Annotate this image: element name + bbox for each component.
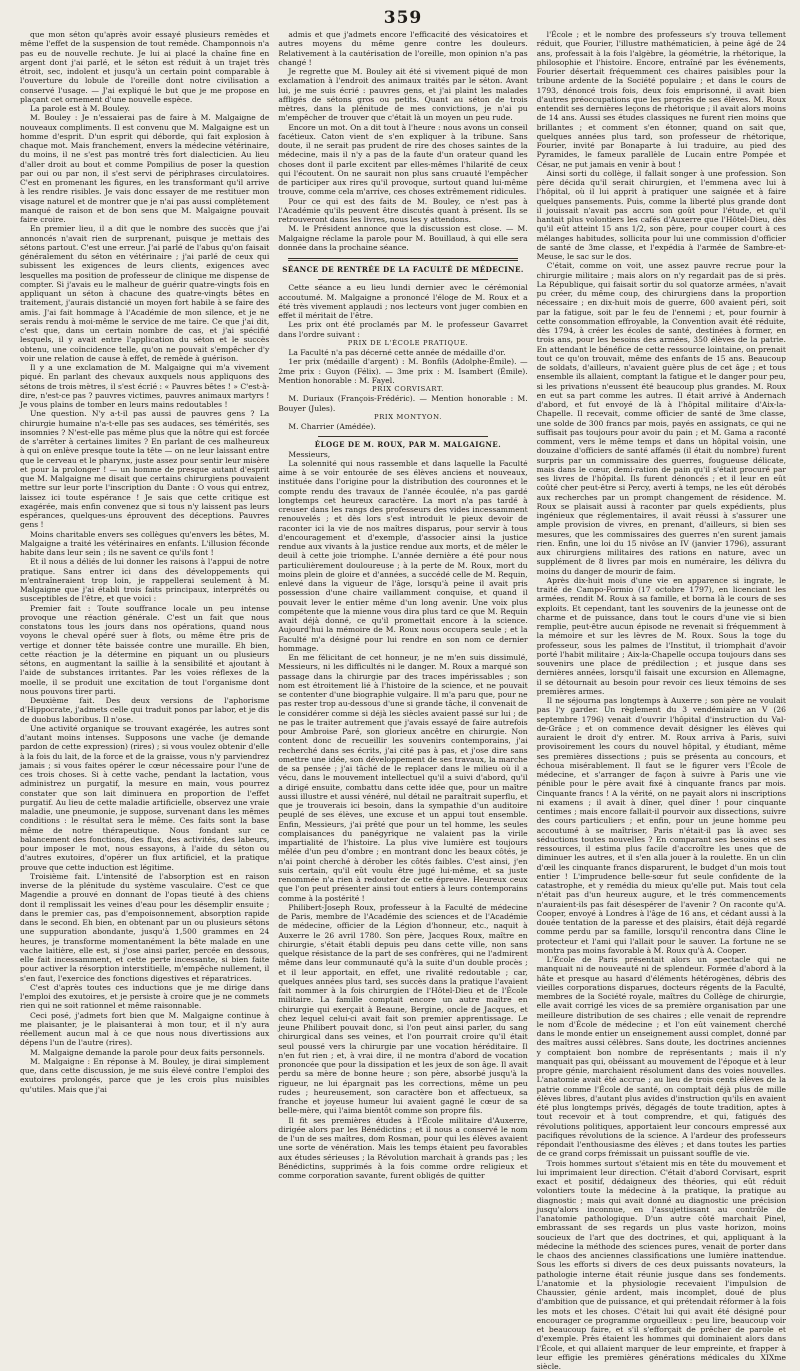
paragraph: Messieurs,: [278, 450, 527, 459]
paragraph: Ainsi sorti du collège, il fallait songer à une profession. Son père décida qu'il serait chirurgien, et l'emmena avec lui à l'hôpital, où il lui apprit à pratiquer une saignée et à faire quelques pansements. Puis, comme la liberté plus grande dont il jouissait n'avait pas accru son goût pour l'étude, et qu'il hantait plus volontiers les cafés d'Auxerre que l'Hôtel-Dieu, dès qu'il eût atteint 15 ans 1/2, son père, pour couper court à ces mélanges habitudes, sollicita pour lui une commission d'officier de santé de 3me classe, et l'expédia à l'armée de Sambre-et-Meuse, le sac sur le dos.: [537, 169, 786, 262]
paragraph: La solennité qui nous rassemble et dans laquelle la Faculté aime à se voir entourée de ses élèves anciens et nouveaux, instituée dans l'origine pour la distribution des couronnes et le compte rendu des travaux de l'année écoulée, n'a pas gardé longtemps cet heureux caractère. La mort n'a pas tardé à creuser dans les rangs des professeurs des vides incessamment renouvelés ; et dès lors s'est introduit le pieux devoir de raconter ici la vie de nos maîtres disparus, pour servir à tous d'encouragement et d'exemple, d'associer ainsi la justice rendue aux vivants à la justice rendue aux morts, et de mêler le deuil à cette joie triomphe. L'année dernière a été pour nous particulièrement douloureuse ; à la perte de M. Roux, mort du moins plein de gloire et d'années, a succédé celle de M. Requin, enlevé dans la vigueur de l'âge, lorsqu'à peine il avait pris possession d'une chaire vaillamment conquise, et quand il pouvait lever le entier même d'un long avenir. Une voix plus compétente que la mienne vous dira plus tard ce que M. Requin avait déjà donné, ce qu'il promettait encore à la science. Aujourd'hui la mémoire de M. Roux nous occupera seule ; et la Faculté m'a désigné pour lui rendre en son nom ce dernier hommage.: [278, 459, 527, 653]
page-number: 359: [20, 8, 786, 28]
paragraph: Pour ce qui est des faits de M. Bouley, ce n'est pas à l'Académie qu'ils peuvent être discutés quant à présent. Ils se retrouveront dans les livres, nous les y attendons.: [278, 197, 527, 225]
paragraph: admis et que j'admets encore l'efficacité des vésicatoires et autres moyens du même genre contre les douleurs. Relativement à la cautérisation de l'oreille, mon opinion n'a pas changé !: [278, 30, 527, 67]
prize-entry: 1er prix (médaille d'argent) : M. Bonfils (Adolphe-Émile). — 2me prix : Guyon (Félix). — 3me prix : M. Isambert (Émile). Mention honorable : M. Fayel.: [278, 357, 527, 385]
paragraph: M. Malgaigne : En réponse à M. Bouley, je dirai simplement que, dans cette discussion, je me suis élevé contre l'emploi des exutoires prolongés, parce que je les crois plus nuisibles qu'utiles. Mais que j'ai: [20, 1057, 269, 1094]
eloge-text: [278, 450, 527, 1181]
paragraph: Ceci posé, j'admets fort bien que M. Malgaigne continue à me plaisanter, je le plaisanterai à mon tour, et il n'y aura réellement aucun mal à ce que nous nous divertissions aux dépens l'un de l'autre (rires).: [20, 1011, 269, 1048]
prize-heading: PRIX DE L'ÉCOLE PRATIQUE.: [278, 339, 527, 348]
paragraph: Il y a une exclamation de M. Malgaigne qui m'a vivement piqué. En parlant des chevaux auxquels nous appliquons des sétons de trois mètres, il s'est écrié : « Pauvres bêtes ! » C'est-à-dire, n'est-ce pas ? pauvres victimes, pauvres animaux martyrs ! Je vous plains de tomber en leurs mains redoutables !: [20, 363, 269, 409]
prize-entry: M. Charrier (Amédée).: [278, 422, 527, 431]
paragraph: l'École ; et le nombre des professeurs s'y trouva tellement réduit, que Fourier, l'illustre mathématicien, à peine âgé de 24 ans, professait à la fois l'algèbre, la géométrie, la rhétorique, la philosophie et l'histoire. Encore, entraîné par les événements, Fourier désertait fréquemment ces chaires paisibles pour la tribune ardente de la Société populaire ; et dans le cours de 1793, dénoncé trois fois, deux fois emprisonné, il avait bien d'autres préoccupations que les progrès de ses élèves. M. Roux entendit ses dernières leçons de rhétorique ; il avait alors moins de 14 ans. Aussi ses études classiques ne furent rien moins que brillantes ; et comment s'en étonner, quand on sait que, quelques années plus tard, son professeur de rhétorique, Fourier, invité par Bonaparte à lui traduire, au pied des Pyramides, le fameux parallèle de Lucain entre Pompée et César, ne put jamais en venir à bout !: [537, 30, 786, 169]
columns: [20, 30, 786, 1118]
paragraph: Premier fait : Toute souffrance locale un peu intense provoque une réaction générale. C'est un fait que nous constatons tous les jours dans nos opérations, quand nous voyons le cheval opéré suer à flots, ou même être pris de vertige et donner tête baissée contre une muraille. Eh bien, cette réaction je la détermine en piquant un ou plusieurs sétons, en augmentant la saillie à la sensibilité et ajoutant à l'aide de substances irritantes. Par les voies réflexes de la moelle, il se produit une excitation de tout l'organisme dont nous pouvons tirer parti.: [20, 604, 269, 697]
paragraph: M. Bouley : Je n'essaierai pas de faire à M. Malgaigne de nouveaux compliments. Il est convenu que M. Malgaigne est un homme d'esprit. D'un esprit qui déborde, qui fait explosion à chaque mot. Mais franchement, envers la médecine vétérinaire, du moins, il ne s'est pas montré très fort dialecticien. Au lieu d'aller droit au bout et comme Pompilius de poser la question par oui ou par non, il s'est servi de périphrases circulatoires. C'est en promenant les figures, en les transformant qu'il arrive à les rendre risibles. Je vais donc essayer de me restituer mon visage naturel et de montrer que je n'ai pas aussi complètement manqué de raison et de bon sens que M. Malgaigne pouvait faire croire.: [20, 113, 269, 224]
paragraph: Une activité organique se trouvant exagérée, les autres sont d'autant moins intenses. Supposons une vache (je demande pardon de cette expression) (rires) ; si vous voulez obtenir d'elle à la fois du lait, de la force et de la graisse, vous n'y parviendrez jamais ; si vous faites opérer le cœur nécessaire pour l'une de ces trois choses. Si à cette vache, pendant la lactation, vous administrez un purgatif, la mesure en main, vous pourrez constater que son lait diminuera en proportion de l'effet purgatif. Au lieu de cette maladie artificielle, observez une vraie maladie, une pneumonie, je suppose, survenant dans les mêmes conditions : le résultat sera le même. Ces faits sont la base même de notre thérapeutique. Nous fondant sur ce balancement des fonctions, des flux, des activités, des labeurs, pour imposer le mot, nous essayons, à l'aide du séton ou d'autres exutoires, d'opérer un flux artificiel, et la pratique prouve que cette induction est légitime.: [20, 724, 269, 872]
paragraph: Deuxième fait. Des deux versions de l'aphorisme d'Hippocrate, j'admets celle qui traduit ponos par labor, et je dis de duobus laboribus. Il n'ose.: [20, 696, 269, 724]
paragraph: Trois hommes surtout s'étaient mis en tête du mouvement et lui imprimaient leur direction. C'était d'abord Corvisart, esprit exact et positif, dédaigneux des théories, qui eût réduit volontiers toute la médecine à la pratique, la pratique au diagnostic ; mais qui avait donné au diagnostic une précision jusqu'alors inconnue, en l'assujettissant au contrôle de l'anatomie pathologique. D'un autre côté marchait Pinel, embrassant de ses regards un plus vaste horizon, moins soucieux de l'art que des doctrines, et qui, appliquant à la médecine la méthode des sciences pures, venait de porter dans le chaos des anciennes classifications une lumière inattendue. Sous les efforts si divers de ces deux puissants novateurs, la pathologie interne était réunie jusque dans ses fondements. L'anatomie et la physiologie recevaient l'impulsion de Chaussier, génie ardent, mais incomplet, doué de plus d'ambition que de puissance, et qui prétendait réformer à la fois les mots et les choses. C'était lui qui avait été désigné pour encourager ce programme orgueilleux : peu lire, beaucoup voir et beaucoup faire, et s'il s'efforçait de prêcher de parole et d'exemple. Près étaient les hommes qui dominaient alors dans l'École, et qui allaient marquer de leur empreinte, et frapper à leur effigie les premières générations médicales du XIXme siècle.: [537, 1159, 786, 1371]
paragraph: En premier lieu, il a dit que le nombre des succès que j'ai annoncés n'avait rien de surprenant, puisque je mettais des sétons partout. C'est une erreur. J'ai parlé de l'abus qu'on faisait généralement du séton en vétérinaire ; j'ai parlé de ceux qui subissent les exigences de leurs clients, exigences avec lesquelles ma position de professeur de clinique me dispense de compter. Si j'avais eu le malheur de guérir quatre-vingts fois en appliquant un séton à chacune des quatre-vingts bêtes en traitement, j'aurais distancié un moyen fort habile à se faire des amis. J'ai fait hommage à l'Académie de mon silence, et je ne serais rendu à moi-même le service de me taire. Ce que j'ai dit, c'est que, dans un certain nombre de cas, et j'ai spécifié lesquels, il y avait entre l'application du séton et le succès obtenu, une coïncidence telle, qu'on ne pouvait s'empêcher d'y voir une relation de cause à effet, de remède à guérison.: [20, 224, 269, 363]
eloge-title: ÉLOGE DE M. ROUX, PAR M. MALGAIGNE.: [278, 440, 527, 449]
column-2: [278, 30, 527, 1118]
prize-list: [278, 339, 527, 432]
prize-heading: PRIX CORVISART.: [278, 385, 527, 394]
paragraph: Moins charitable envers ses collègues qu'envers les bêtes, M. Malgaigne a traité les vétérinaires en enfants. L'illusion féconde habite dans leur sein ; ils ne savent ce qu'ils font !: [20, 530, 269, 558]
prize-entry: M. Duriaux (François-Frédéric). — Mention honorable : M. Bouyer (Jules).: [278, 394, 527, 413]
paragraph: Cette séance a eu lieu lundi dernier avec le cérémonial accoutumé. M. Malgaigne a prononcé l'éloge de M. Roux et a été très vivement applaudi ; nos lecteurs vont juger combien en effet il méritait de l'être.: [278, 283, 527, 320]
paragraph: Et il nous a déliés de lui donner les raisons à l'appui de notre pratique. Sans entrer ici dans des développements qui m'entraîneraient trop loin, je rappellerai seulement à M. Malgaigne que j'ai établi trois faits principaux, interprétés ou susceptibles de l'être, et que voici :: [20, 557, 269, 603]
paragraph: M. Malgaigne demande la parole pour deux faits personnels.: [20, 1048, 269, 1057]
heading-rule: [318, 279, 487, 280]
paragraph: Il ne séjourna pas longtemps à Auxerre ; son père ne voulait pas l'y garder. Un règlement du 3 vendémiaire an V (26 septembre 1796) venait d'ouvrir l'hôpital d'instruction du Val-de-Grâce ; et on commence devait désigner les élèves qui auraient le droit d'y entrer. M. Roux arriva à Paris, suivi provisoirement les cours du nouvel hôpital, y étudiant, même ses premières dissections ; puis se présenta au concours, et échoua misérablement. Il faut se le figurer vers l'École de médecine, et s'arranger de façon à suivre à Paris une vie pénible pour le père avait fixé à cinquante francs par mois. Cinquante francs ! A la vérité, on ne payait alors ni inscriptions ni examens ; il avait à dîner, quel dîner ! pour cinquante centimes ; mais encore fallait-il pourvoir aux dissections, suivre des cours particuliers ; et enfin, pour un jeune homme peu accoutumé à se maîtriser, Paris n'était-il pas là avec ses séductions toutes nouvelles ? En comparant ses besoins et ses ressources, il estima plus facile d'accroître les unes que de diminuer les autres, et il s'en alla jouer à la roulette. En un clin d'œil les cinquante francs disparurent, le budget d'un mois tout entier ! L'imprudence belle-sœur fut seule confidente de la catastrophe, et y remédia du mieux qu'elle put. Mais tout cela n'était pas d'un heureux augure, et le trés commencements n'auraient-ils pas fait désespérer de l'avenir ? On raconte qu'A. Cooper, envoyé à Londres à l'âge de 16 ans, et cédant aussi à la douée tentation de la paresse et des plaisirs, était déjà regardé comme perdu par sa famille, lorsqu'il rencontra dans Cline le protecteur et l'ami qui l'allait pour le sauver. La fortune ne se montra pas moins favorable à M. Roux qu'à A. Cooper.: [537, 696, 786, 955]
paragraph: que mon séton qu'après avoir essayé plusieurs remèdes et même l'effet de la suspension de tout remède. Champonnois n'a pas eu de nouvelle rechute. Je lui ai placé la chaîne fine en argent dont j'ai parlé, et le séton est réduit à un trajet très étroit, sec, indolent et jusqu'à un certain point comparable à l'ouverture du lobule de l'oreille dont notre civilisation a conservé l'usage. — J'ai expliqué le but que je me propose en plaçant cet ornement d'une nouvelle espèce.: [20, 30, 269, 104]
paragraph: En me félicitant de cet honneur, je ne m'en suis dissimulé, Messieurs, ni les difficultés ni le danger. M. Roux a marqué son passage dans la chirurgie par des traces impérissables ; son nom est étroitement lié à l'histoire de la science, et ne pouvait se contenter d'une biographie vulgaire. Il m'a paru que, pour ne pas rester trop au-dessous d'une si grande tâche, il convenait de le considérer comme si déjà les siècles avaient passé sur lui ; de ne pas le traiter autrement que j'avais essayé de faire autrefois pour Ambroise Paré, son glorieux ancêtre en chirurgie. Non content donc de recueillir les souvenirs contemporains, j'ai recherché dans ses écrits, j'ai cité pas à pas, et j'ose dire sans omettre une idée, son développement de ses travaux, la marche de sa pensée ; j'ai tâché de le replacer dans le milieu où il a vécu, dans le mouvement intellectuel qu'il a suivi d'abord, qu'il a dirigé ensuite, combattu dans cette idée que, pour un maître aussi illustre et aussi vénéré, nul détail ne paraîtrait superflu, et que je trouverais ici besoin, dans la sympathie d'un auditoire peuplé de ses élèves, une excuse et un appui tout ensemble. Enfin, Messieurs, j'ai prêté que pour un tel homme, les seules complaisances du panégyrique ne valaient pas la virile impartialité de l'histoire. La plus vive lumière est toujours mêlée d'un peu d'ombre ; en montrant donc les beaux côtés, je n'ai point cherché à dérober les côtés faibles. C'est ainsi, j'en suis certain, qu'il eût voulu être jugé lui-même, et sa juste renommée n'a rien à redouter de cette épreuve. Heureux ceux que l'on peut présenter ainsi tout entiers à leurs contemporains comme à la postérité !: [278, 653, 527, 903]
academy-discussion: [278, 30, 527, 252]
prize-heading: PRIX MONTYON.: [278, 413, 527, 422]
paragraph: Les prix ont été proclamés par M. le professeur Gavarret dans l'ordre suivant :: [278, 320, 527, 339]
paragraph: Je regrette que M. Bouley ait été si vivement piqué de mon exclamation à l'endroit des animaux traités par le séton. Avant lui, je me suis écrié : pauvres gens, et j'ai plaint les malades affligés de sétons gros ou petits. Quant au séton de trois mètres, dans la plénitude de mes convictions, je n'ai pu m'empêcher de trouver que c'était là un moyen un peu rude.: [278, 67, 527, 123]
prize-entry: La Faculté n'a pas décerné cette année de médaille d'or.: [278, 348, 527, 357]
session-intro: [278, 283, 527, 339]
paragraph: La parole est à M. Bouley.: [20, 104, 269, 113]
section-heading: SÉANCE DE RENTRÉE DE LA FACULTÉ DE MÉDECINE.: [278, 265, 527, 274]
paragraph: M. le Président annonce que la discussion est close. — M. Malgaigne réclame la parole pour M. Bouillaud, à qui elle sera donnée dans la prochaine séance.: [278, 224, 527, 252]
paragraph: Une question. N'y a-t-il pas aussi de pauvres gens ? La chirurgie humaine n'a-t-elle pas ses audaces, ses témérités, ses insomnies ? N'est-elle pas même plus que la nôtre qui est forcée de s'arrêter à certaines limites ? En parlant de ces malheureux à qui on enlève presque toute la tête — on ne leur laissant entre que le cerveau et le pharynx, juste assez pour sentir leur misère et pour la prolonger ! — un homme de presque autant d'esprit que M. Malgaigne me disait que certains chirurgiens pouvaient mettre sur leur porte l'inscription du Dante : O vous qui entrez, laissez ici toute espérance ! Je sais que cette critique est exagérée, mais enfin convenez que si tous n'y laissent pas leurs espérances, quelques-uns éprouvent des déceptions. Pauvres gens !: [20, 409, 269, 529]
paragraph: C'est d'après toutes ces inductions que je me dirige dans l'emploi des exutoires, et je persiste à croire que je ne commets rien qui ne soit rationnel et même raisonnable.: [20, 983, 269, 1011]
paragraph: Encore un mot. On a dit tout à l'heure : nous avons un conseil facétieux. Caton vient de s'en expliquer à la tribune. Sans doute, il ne serait pas prudent de rire des choses saintes de la médecine, mais il n'y a pas de la faute d'un orateur quand les choses dont il parle excitent par elles-mêmes l'hilarité de ceux qui l'écoutent. On ne saurait non plus sans cruauté l'empêcher de participer aux rires qu'il provoque, surtout quand lui-même trouve, comme cela m'arrive, ces choses extrêmement ridicules.: [278, 123, 527, 197]
column-1: [20, 30, 269, 1118]
eloge-rule: [318, 436, 487, 437]
paragraph: Philibert-Joseph Roux, professeur à la Faculté de médecine de Paris, membre de l'Académie des sciences et de l'Académie de médecine, officier de la Légion d'honneur, etc., naquit à Auxerre le 26 avril 1780. Son père, Jacques Roux, maître en chirurgie, s'était établi depuis peu dans cette ville, non sans quelque résistance de la part de ses confrères, qui ne l'admirent même dans leur communauté qu'à la suite d'un double procès ; et il leur apportait, en effet, une rivalité redoutable ; car, quelques années plus tard, ses succès dans la pratique l'avaient fait nommer à la fois chirurgien de l'Hôtel-Dieu et de l'École militaire. La famille comptait encore un autre maître en chirurgie qui exerçait à Beaune, Bergine, oncle de Jacques, et chez lequel celui-ci avait fait son premier apprentissage. Le jeune Philibert pouvait donc, si l'on peut ainsi parler, du sang chirurgical dans ses veines, et l'on pourrait croire qu'il était seul poussé vers la chirurgie par une vocation héréditaire. Il n'en fut rien ; et, à vrai dire, il ne montra d'abord de vocation prononcée que pour la dissipation et les jeux de son âge. Il avait perdu sa mère de bonne heure ; son père, absorbé jusqu'à la rigueur, ne lui épargnait pas les corrections, même un peu rudes ; heureusement, son caractère bon et affectueux, sa franche et joyeuse humeur lui avaient gagné le cœur de sa belle-mère, qui l'aima bientôt comme son propre fils.: [278, 903, 527, 1116]
paragraph: Troisième fait. L'intensité de l'absorption est en raison inverse de la plénitude du système vasculaire. C'est ce que Magendie a prouvé en donnant de l'opas tieuté à des chiens dont il remplissait les veines d'eau pour les désemplir ensuite ; dans le premier cas, pas d'empoisonnement, absorption rapide dans le second. Eh bien, en obtenant par un ou plusieurs sétons une suppuration abondante, jusqu'à 1,500 grammes en 24 heures, je transforme momentanément la bête malade en une vache laitière, elle est, si j'ose ainsi parler, percée en dessous, elle fait incessamment, et cette perte incessante, si bien faite pour activer la résorption interstitielle, m'empêche nullement, il s'en faut, l'exercice des fonctions digestives et réparatrices.: [20, 872, 269, 983]
paragraph: Après dix-huit mois d'une vie en apparence si ingrate, le traité de Campo-Formio (17 octobre 1797), en licenciant les armées, rendit M. Roux à sa famille, et borna là le cours de ses exploits. Et cependant, tant les souvenirs de la jeunesse ont de charme et de puissance, dans tout le cours d'une vie si bien remplie, peut-être aucun épisode ne revenait si fréquemment à la mémoire et sur les lèvres de M. Roux. Sous la toge du professeur, sous les palmes de l'Institut, il triomphait d'avoir porté l'habit militaire ; Aix-la-Chapelle occupa toujours dans ses souvenirs une place de prédilection ; et jusque dans ses dernières années, lorsqu'il faisait une excursion en Allemagne, il se détournait au besoin pour revoir ces lieux témoins de ses premières armes.: [537, 576, 786, 696]
paragraph: Il fit ses premières études à l'École militaire d'Auxerre, dirigée alors par les Bénédictins ; et il nous a conservé le nom de l'un de ses maîtres, dom Rosman, pour qui les élèves avaient une sorte de vénération. Mais les temps étaient peu favorables aux études sérieuses ; la Révolution marchait à grands pas ; les Bénédictins, supprimés à la fois comme ordre religieux et comme corporation savante, furent obligés de quitter: [278, 1116, 527, 1181]
paragraph: L'École de Paris présentait alors un spectacle qui ne manquait ni de nouveauté ni de splendeur. Formée d'abord à la hâte et presque au hasard d'éléments hétérogènes, débris des vieilles corporations disparues, docteurs régents de la Faculté, membres de la Société royale, maîtres du Collège de chirurgie, elle avait corrigé les vices de sa première organisation par une meilleure distribution de ses chaires ; elle venait de reprendre le nom d'École de médecine ; et l'on eût vainement cherché dans le monde entier un enseignement aussi complet, donné par des maîtres aussi célèbres. Sans doute, les doctrines anciennes y comptaient bon nombre de représentants ; mais il n'y manquait pas qui, obéissant au mouvement de l'époque et à leur propre génie, marchaient résolument dans des voies nouvelles. L'anatomie avait été accrue ; au lieu de trois cents élèves de la patrie comme l'École de santé, on comptait déjà plus de mille élèves libres, d'autant plus avides d'instruction qu'ils en avaient été plus longtemps privés, dégagés de toute tradition, aptes à tout recevoir et à tout comprendre, et qui, fatigués des révolutions politiques, apportaient leur concours empressé aux pacifiques révolutions de la science. A l'ardeur des professeurs répondait l'enthousiasme des élèves ; et dans toutes les parties de ce grand corps frémissait un puissant souffle de vie.: [537, 955, 786, 1159]
paragraph: C'était, comme on voit, une assez pauvre recrue pour la chirurgie militaire ; mais alors on n'y regardait pas de si près. La République, qui faisait sortir du sol quatorze armées, n'avait pu créer, du même coup, des chirurgiens dans la proportion nécessaire ; en dix-huit mois de guerre, 600 avaient péri, soit par la fatigue, soit par le feu de l'ennemi ; et, pour fournir à cette consommation effroyable, la Convention avait été réduite, dès 1794, à créer les écoles de santé, destinées à former, en trois ans, pour les besoins des armées, 350 élèves de la patrie. En attendant le bénéfice de cette ressource lointaine, on prenait tout ce qu'on trouvait, même des enfants de 15 ans. Beaucoup de soldats, d'ailleurs, n'avaient guère plus de cet âge ; et tous ensemble ils allaient, comptant la fatigue et le danger pour peu, si les privations n'eussent été beaucoup plus grandes. M. Roux en eut sa part comme les autres. Il était arrivé à Andernach d'abord, et fut envoyé de là à l'hôpital militaire d'Aix-la-Chapelle. Il recevait, comme officier de santé de 3me classe, une solde de 300 francs par mois, payés en assignats, ce qui ne suffisait pas toujours pour avoir du pain ; et M. Gama a raconté comment, vers le même temps et dans un hôpital voisin, une douzaine d'officiers de santé affamés (il était du nombre) furent surpris par un commissaire des guerres, fougueuse délicate, mais dans le cœur, demi-ration de pain qu'il s'était procuré par ses livres de l'hôpital. Ils furent dénoncés ; et il leur en eût coûté cher peut-être si Percy, averti à temps, ne les eût dérobés aux recherches par un prompt changement de résidence. M. Roux se plaisait aussi à raconter par quels expédients, plus ingénieux que réglementaires, il avait réussi à s'assurer une ample provision de vivres, en prenant, d'ailleurs, si bien ses mesures, que les commissaires des guerres n'en surent jamais rien. Enfin, une loi du 15 nivôse an IV (janvier 1796), assurant aux chirurgiens militaires des rations en nature, avec un supplément de 8 livres par mois en numéraire, les délivra du moins du danger de mourir de faim.: [537, 261, 786, 576]
column-3: [537, 30, 786, 1118]
section-divider: [288, 258, 517, 261]
